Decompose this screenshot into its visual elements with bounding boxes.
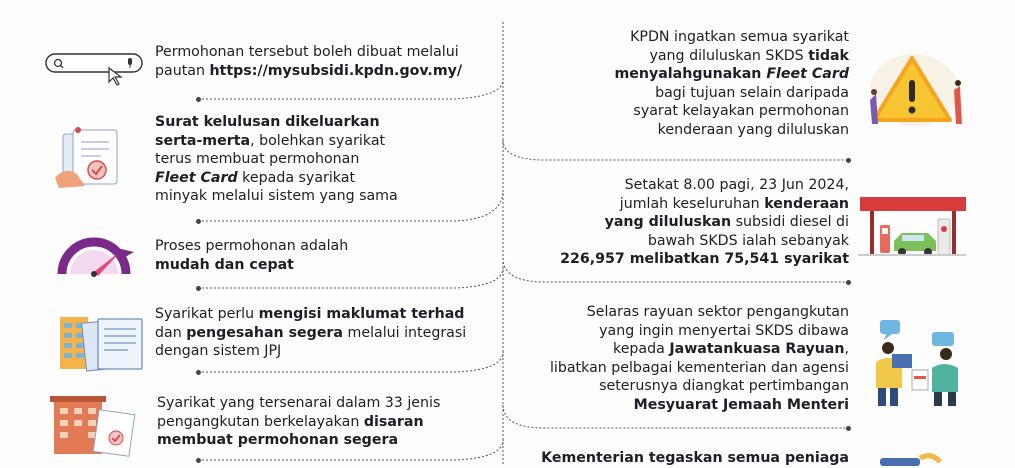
- connector-dot: [196, 370, 201, 375]
- connector-dot: [846, 158, 851, 163]
- left-item-1-line-1: Permohonan tersebut boleh dibuat melalui: [155, 44, 459, 60]
- speedometer-icon: [58, 234, 136, 278]
- right-item-1: KPDN ingatkan semua syarikat yang diluluskan SKDS tidak menyalahgunakan Fleet Card bagi tujuan selain daripada syarat kelayakan permohonan kenderaan yang diluluskan: [614, 29, 849, 138]
- connector-dot: [196, 97, 201, 102]
- connector-dot: [196, 458, 201, 463]
- left-item-4: Syarikat perlu mengisi maklumat terhad dan pengesahan segera melalui integrasi dengan sistem JPJ: [155, 306, 467, 360]
- people-meeting-icon: [868, 318, 970, 408]
- connector-dot: [846, 280, 851, 285]
- connector-dot: [196, 286, 201, 291]
- right-item-4: Kementerian tegaskan semua peniaga: [541, 450, 849, 466]
- partial-icon: [880, 454, 940, 465]
- left-item-5: Syarikat yang tersenarai dalam 33 jenis pengangkutan berkelayakan disaran membuat permohonan segera: [157, 395, 441, 449]
- connector-dot: [196, 219, 201, 224]
- left-item-3: Proses permohonan adalah mudah dan cepat: [155, 238, 349, 273]
- building-document-icon: [50, 396, 140, 454]
- fuel-station-icon: [858, 195, 970, 257]
- left-item-1: Permohonan tersebut boleh dibuat melalui pautan https://mysubsidi.kpdn.gov.my/: [155, 43, 495, 80]
- approval-document-icon: [55, 128, 130, 190]
- left-item-2: Surat kelulusan dikeluarkan serta-merta, bolehkan syarikat terus membuat permohonan Fleet Card kepada syarikat minyak melalui sistem yang sama: [155, 114, 398, 205]
- right-item-3: Selaras rayuan sektor pengangkutan yang ingin menyertai SKDS dibawa kepada Jawatankuasa Rayuan, libatkan pelbagai kementerian dan agensi seterusnya diangkat pertimbangan Mesyuarat Jemaah Menteri: [549, 304, 849, 413]
- mysubsidi-link[interactable]: https://mysubsidi.kpdn.gov.my/: [209, 62, 463, 79]
- documents-building-icon: [58, 313, 148, 371]
- warning-sign-icon: [866, 50, 966, 128]
- connector-dot: [846, 426, 851, 431]
- right-item-2: Setakat 8.00 pagi, 23 Jun 2024, jumlah keseluruhan kenderaan yang diluluskan subsidi diesel di bawah SKDS ialah sebanyak 226,957 melibatkan 75,541 syarikat: [560, 177, 849, 268]
- search-bar-icon: [45, 52, 145, 86]
